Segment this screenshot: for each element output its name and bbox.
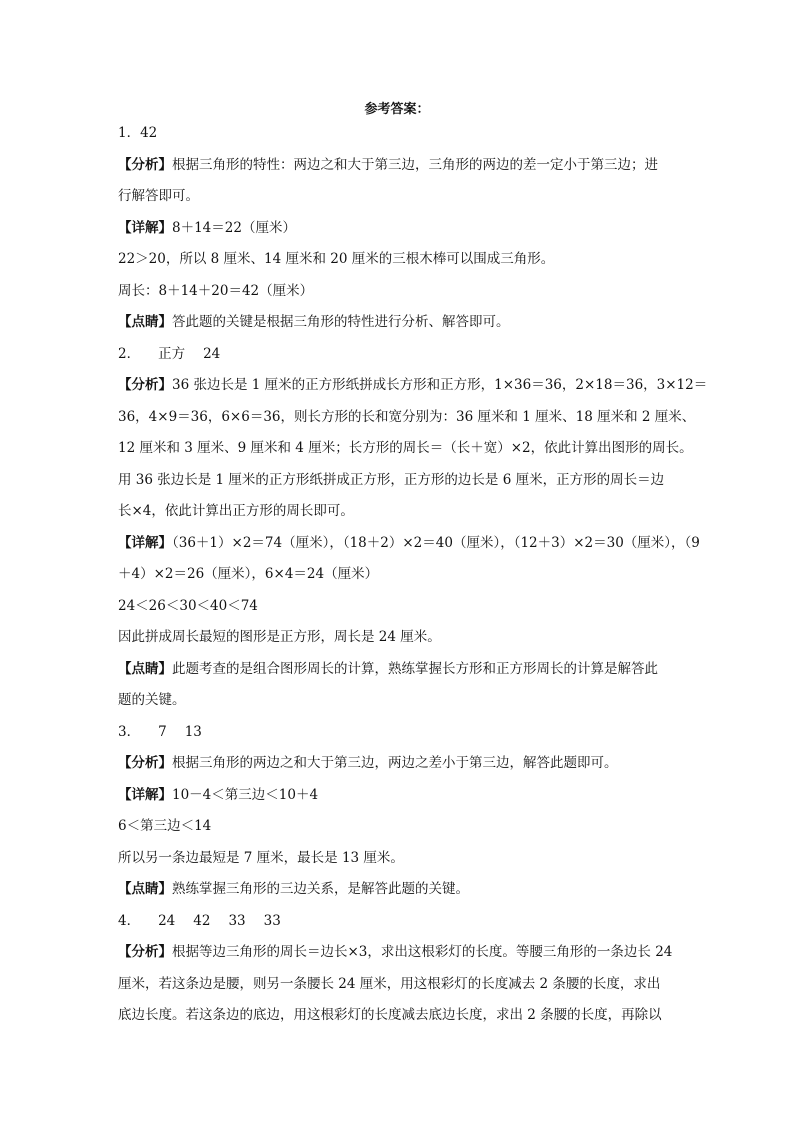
- q4-answer-1: 24: [158, 912, 176, 929]
- q1-comment-text: 答此题的关键是根据三角形的特性进行分析、解答即可。: [172, 314, 510, 330]
- q4-answer-4: 33: [263, 912, 281, 929]
- q4-number: 4．: [118, 912, 141, 929]
- q3-comment-text: 熟练掌握三角形的三边关系，是解答此题的关键。: [172, 881, 469, 897]
- q3-answer-1: 7: [158, 723, 167, 740]
- q3-answer: [118, 717, 678, 749]
- q2-detail-line: 因此拼成周长最短的图形是正方形，周长是 24 厘米。: [118, 629, 441, 645]
- q4-answer-2: 42: [193, 912, 211, 929]
- q3-comment-line: [118, 874, 678, 906]
- q2-answer-2: 24: [203, 345, 221, 362]
- q2-analysis-line: 12 厘米和 3 厘米、9 厘米和 4 厘米；长方形的周长＝（长＋宽）×2，依此计算出图形的周长。: [118, 440, 693, 456]
- q2-analysis-line: [118, 370, 708, 402]
- q4-analysis-text: 根据等边三角形的周长＝边长×3，求出这根彩灯的长度。等腰三角形的一条边长 24: [172, 944, 673, 960]
- analysis-tag: 【分析】: [118, 755, 172, 771]
- q2-comment-text: 此题考查的是组合图形周长的计算，熟练掌握长方形和正方形周长的计算是解答此: [172, 660, 658, 677]
- q1-detail-line: 周长：8＋14＋20＝42（厘米）: [118, 282, 314, 299]
- q2-analysis-line: 用 36 张边长是 1 厘米的正方形纸拼成正方形，正方形的边长是 6 厘米，正方形的周长＝边: [118, 471, 665, 488]
- q1-comment-line: [118, 307, 678, 339]
- q4-analysis-line: [118, 937, 678, 969]
- q1-answer: 1．42: [118, 125, 158, 141]
- q1-detail-text: 8＋14＝22（厘米）: [172, 219, 296, 236]
- q2-detail-line: [118, 528, 700, 560]
- q4-analysis-line: 底边长度。若这条边的底边，用这根彩灯的长度减去底边长度，求出 2 条腰的长度，再除以: [118, 1007, 662, 1023]
- q4-analysis-line: 厘米，若这条边是腰，则另一条腰长 24 厘米，用这根彩灯的长度减去 2 条腰的长度，求出: [118, 975, 661, 992]
- q1-detail-line: [118, 213, 678, 245]
- q1-detail-line: 22＞20，所以 8 厘米、14 厘米和 20 厘米的三根木棒可以围成三角形。: [118, 251, 555, 267]
- q2-comment-line: 题的关键。: [118, 692, 186, 708]
- q1-analysis-line: 行解答即可。: [118, 188, 199, 204]
- q2-answer-1: 正方: [158, 345, 186, 362]
- detail-tag: 【详解】: [118, 786, 172, 803]
- q3-number: 3．: [118, 723, 141, 740]
- q2-detail-text: （36＋1）×2＝74（厘米），（18＋2）×2＝40（厘米），（12＋3）×2＝30（厘米），（9: [172, 534, 700, 551]
- detail-tag: 【详解】: [118, 219, 172, 236]
- q1-analysis-line: [118, 150, 678, 182]
- analysis-tag: 【分析】: [118, 944, 172, 960]
- q2-detail-line: 24＜26＜30＜40＜74: [118, 597, 258, 614]
- q2-number: 2．: [118, 345, 141, 362]
- q3-detail-line: [118, 780, 678, 812]
- analysis-tag: 【分析】: [118, 156, 172, 173]
- comment-tag: 【点睛】: [118, 881, 172, 897]
- q3-detail-line: 6＜第三边＜14: [118, 818, 212, 834]
- answer-content: [118, 118, 708, 1032]
- detail-tag: 【详解】: [118, 534, 172, 551]
- analysis-tag: 【分析】: [118, 377, 172, 393]
- page-title: 参考答案：: [364, 102, 430, 117]
- q4-answer-3: 33: [228, 912, 246, 929]
- q4-answer: [118, 906, 678, 938]
- q3-detail-line: 所以另一条边最短是 7 厘米，最长是 13 厘米。: [118, 849, 404, 866]
- comment-tag: 【点睛】: [118, 660, 172, 677]
- q3-detail-text: 10－4＜第三边＜10＋4: [172, 786, 319, 803]
- comment-tag: 【点睛】: [118, 314, 172, 330]
- q2-analysis-line: 36，4×9＝36，6×6＝36，则长方形的长和宽分别为：36 厘米和 1 厘米、18 厘米和 2 厘米、: [118, 408, 696, 425]
- q1-analysis-text: 根据三角形的特性：两边之和大于第三边，三角形的两边的差一定小于第三边；进: [172, 156, 658, 173]
- q2-answer: [118, 339, 678, 371]
- q3-answer-2: 13: [184, 723, 202, 740]
- q2-detail-line: ＋4）×2＝26（厘米），6×4＝24（厘米）: [118, 566, 379, 582]
- q3-analysis-line: [118, 748, 678, 780]
- q2-analysis-line: 长×4，依此计算出正方形的周长即可。: [118, 503, 354, 519]
- q2-analysis-text: 36 张边长是 1 厘米的正方形纸拼成长方形和正方形，1×36＝36，2×18＝36，3×12＝: [172, 377, 708, 393]
- q2-comment-line: [118, 654, 678, 686]
- q3-analysis-text: 根据三角形的两边之和大于第三边，两边之差小于第三边，解答此题即可。: [172, 755, 618, 771]
